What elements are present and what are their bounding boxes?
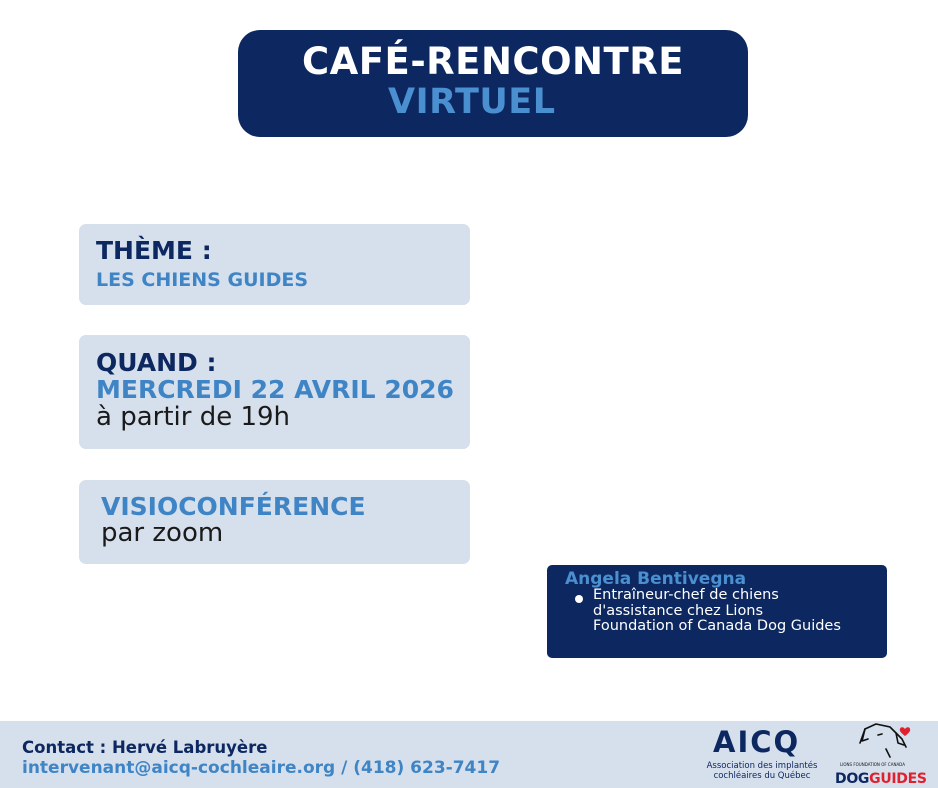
venue-card	[79, 480, 470, 564]
title-banner	[238, 30, 748, 137]
theme-card	[79, 224, 470, 305]
dog-head-icon	[860, 724, 906, 757]
aicq-logo-subtitle: Association des implantés cochléaires du Québec	[706, 761, 818, 781]
aicq-logo-text: AICQ	[713, 725, 801, 759]
speaker-role: Entraîneur-chef de chiens d'assistance chez Lions Foundation of Canada Dog Guides	[593, 587, 841, 634]
venue-label: VISIOCONFÉRENCE	[101, 492, 366, 521]
title-sub: VIRTUEL	[388, 82, 556, 122]
when-label: QUAND :	[96, 348, 217, 377]
heart-icon	[900, 727, 910, 736]
speaker-card	[547, 565, 887, 658]
dog-guides-text: DOGGUIDES	[835, 771, 927, 787]
when-date: MERCREDI 22 AVRIL 2026	[96, 375, 454, 404]
contact-email-phone[interactable]: intervenant@aicq-cochleaire.org / (418) 623-7417	[22, 758, 501, 778]
theme-label: THÈME :	[96, 236, 212, 265]
when-card	[79, 335, 470, 449]
when-time: à partir de 19h	[96, 402, 291, 432]
bullet-icon	[575, 595, 583, 603]
venue-detail: par zoom	[101, 518, 224, 548]
contact-name: Contact : Hervé Labruyère	[22, 738, 268, 757]
dog-guides-small-text: LIONS FOUNDATION OF CANADA	[840, 762, 905, 767]
speaker-name: Angela Bentivegna	[565, 569, 747, 589]
title-main: CAFÉ-RENCONTRE	[301, 40, 684, 83]
footer	[0, 721, 938, 788]
dog-guides-logo	[832, 721, 938, 788]
theme-value: LES CHIENS GUIDES	[96, 269, 309, 291]
